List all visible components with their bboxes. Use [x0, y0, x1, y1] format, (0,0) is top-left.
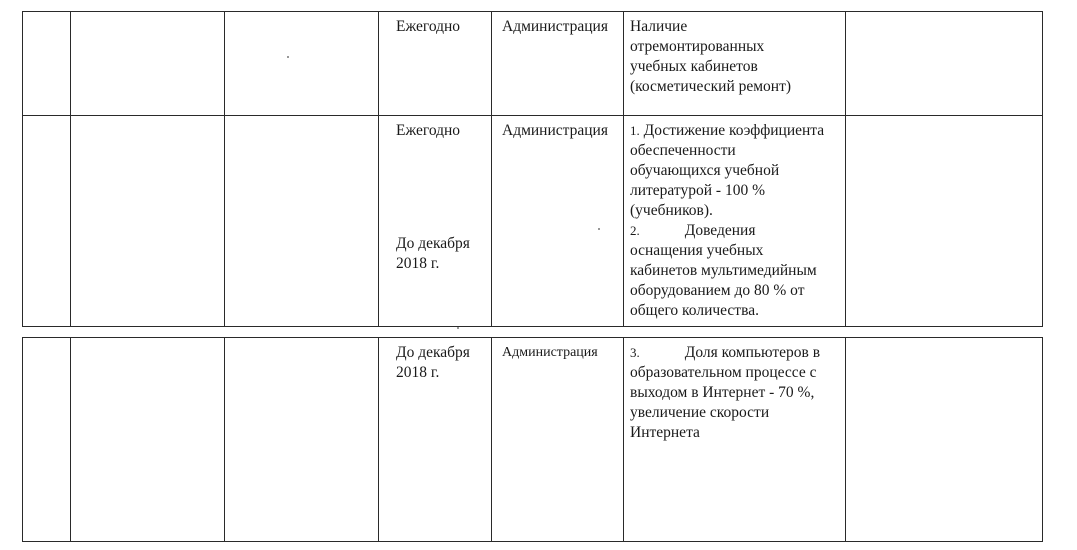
cell-goal: [71, 116, 225, 327]
cell-responsible: [492, 338, 624, 542]
cell-goal: [71, 338, 225, 542]
cell-activity: [225, 12, 379, 116]
cell-number: [23, 12, 71, 116]
cell-number: [23, 338, 71, 542]
period-deadline-line: 2018 г.: [396, 255, 440, 272]
cell-indicator: [624, 12, 846, 116]
scan-speck: [287, 56, 289, 58]
period-line: До декабря: [396, 344, 470, 361]
cell-responsible: [492, 12, 624, 116]
indicator-line: Интернета: [630, 424, 700, 441]
indicator-line: обеспеченности: [630, 142, 736, 159]
indicator-line: (учебников).: [630, 202, 713, 219]
table-row: [23, 338, 1043, 542]
cell-activity: [225, 338, 379, 542]
table-row: [23, 116, 1043, 327]
cell-goal: [71, 12, 225, 116]
scan-speck: [598, 228, 600, 230]
period-text: Ежегодно: [396, 122, 461, 139]
indicator-line: Наличие: [630, 18, 688, 35]
plan-table-top: [22, 11, 1043, 327]
cell-note: [846, 338, 1043, 542]
indicator-item-3: [630, 343, 845, 363]
indicator-item-1: [630, 121, 845, 141]
cell-note: [846, 116, 1043, 327]
cell-number: [23, 116, 71, 327]
responsible-text: Администрация: [502, 18, 608, 35]
indicator-line: выходом в Интернет - 70 %,: [630, 384, 815, 401]
cell-period: [379, 338, 492, 542]
item-number: 1.: [630, 123, 640, 138]
indicator-line: (косметический ремонт): [630, 78, 792, 95]
indicator-line: литературой - 100 %: [630, 182, 765, 199]
period-deadline-line: До декабря: [396, 235, 470, 252]
indicator-item-2: [630, 221, 845, 241]
indicator-line: общего количества.: [630, 302, 759, 319]
indicator-line: Достижение коэффициента: [643, 122, 825, 139]
indicator-line: Доля компьютеров в: [684, 344, 821, 361]
responsible-text: Администрация: [502, 345, 598, 360]
period-deadline: [396, 234, 470, 274]
indicator-line: отремонтированных: [630, 38, 765, 55]
indicator-line: оборудованием до 80 % от: [630, 282, 805, 299]
plan-table-bottom: [22, 337, 1043, 542]
cell-period: [379, 12, 492, 116]
indicator-line: кабинетов мультимедийным: [630, 262, 817, 279]
table-row: [23, 12, 1043, 116]
item-number: 3.: [630, 345, 640, 360]
cell-period: [379, 116, 492, 327]
responsible-text: Администрация: [502, 122, 608, 139]
indicator-line: учебных кабинетов: [630, 58, 758, 75]
cell-responsible: [492, 116, 624, 327]
item-number: 2.: [630, 223, 640, 238]
indicator-line: увеличение скорости: [630, 404, 770, 421]
cell-indicator: [624, 338, 846, 542]
indicator-line: обучающихся учебной: [630, 162, 780, 179]
indicator-line: Доведения: [684, 222, 756, 239]
period-text: Ежегодно: [396, 18, 461, 35]
cell-note: [846, 12, 1043, 116]
cell-indicator: [624, 116, 846, 327]
scan-speck: [457, 327, 459, 329]
indicator-line: оснащения учебных: [630, 242, 764, 259]
period-line: 2018 г.: [396, 364, 440, 381]
cell-activity: [225, 116, 379, 327]
indicator-line: образовательном процессе с: [630, 364, 817, 381]
